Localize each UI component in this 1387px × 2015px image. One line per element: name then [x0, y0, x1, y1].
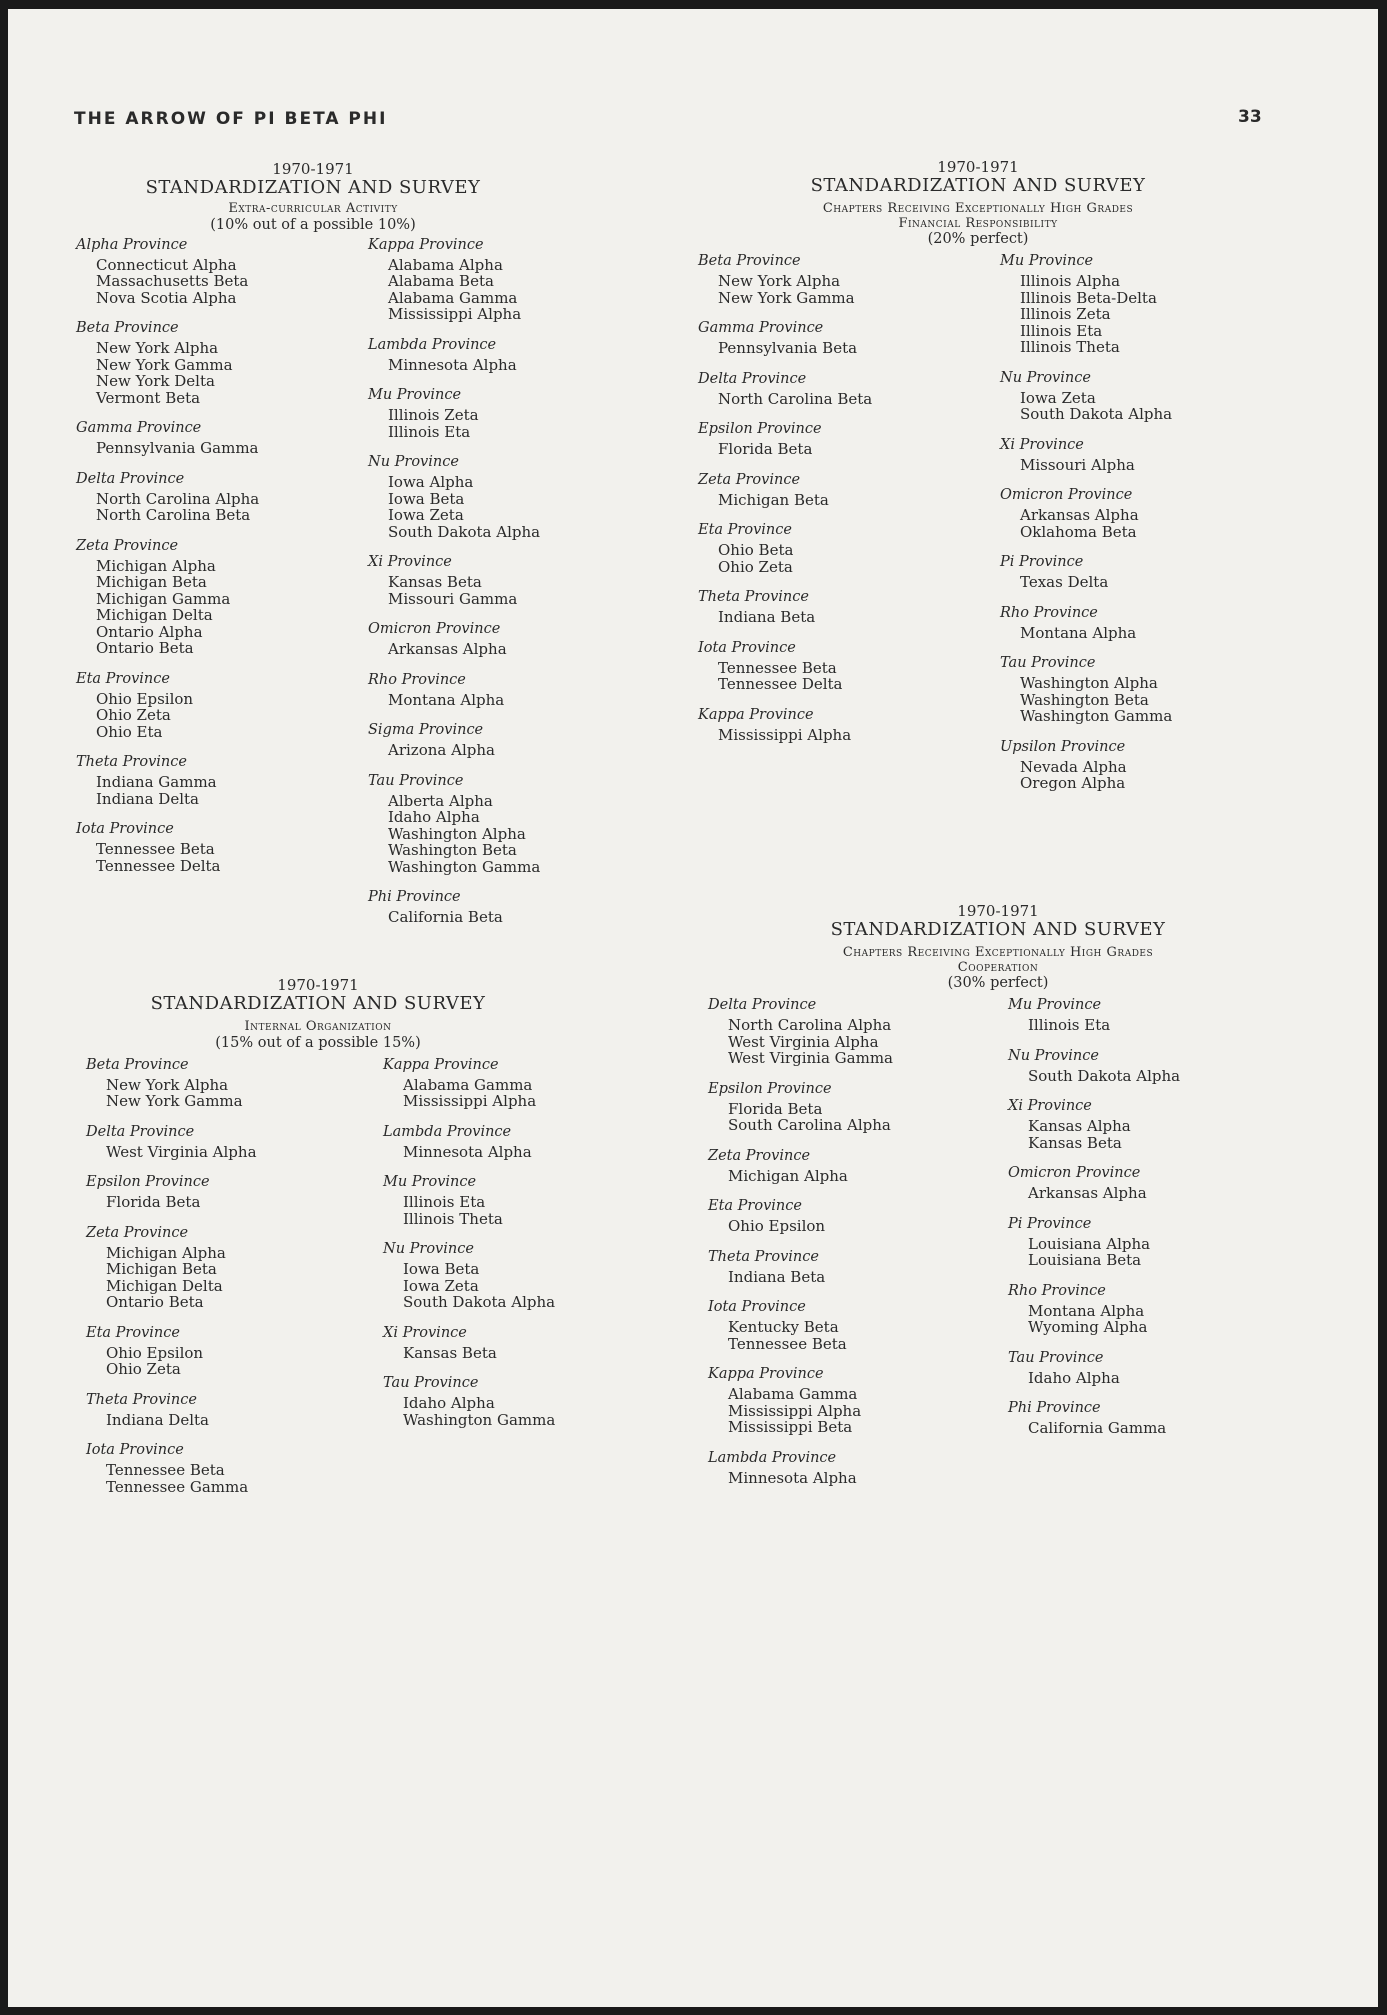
chapter-name: South Dakota Alpha	[388, 522, 541, 541]
section-subtitle-2: Cooperation	[957, 959, 1039, 975]
province-name: Pi Province	[1000, 554, 1084, 571]
province-block	[76, 237, 336, 307]
province-name: Omicron Province	[368, 621, 501, 638]
section-header	[78, 977, 558, 1051]
chapter-name: Wyoming Alpha	[1028, 1318, 1148, 1337]
province-name: Delta Province	[86, 1123, 195, 1140]
chapter-name: North Carolina Beta	[718, 389, 873, 408]
chapter-name: New York Alpha	[718, 272, 841, 291]
chapter-name: South Dakota Alpha	[1028, 1066, 1181, 1085]
province-block	[368, 387, 628, 440]
chapter-name: Tennessee Beta	[106, 1461, 225, 1480]
province-name: Rho Province	[1008, 1282, 1106, 1299]
chapter-name: Minnesota Alpha	[388, 355, 517, 374]
page-number: 33	[1238, 107, 1262, 127]
chapter-name: Mississippi Alpha	[718, 725, 852, 744]
province-block	[708, 997, 968, 1067]
section-year: 1970-1971	[272, 160, 354, 178]
section-note: (20% perfect)	[927, 231, 1029, 248]
chapter-name: Pennsylvania Gamma	[96, 439, 259, 458]
chapter-name: Arkansas Alpha	[1020, 506, 1139, 525]
province-name: Alpha Province	[76, 236, 188, 253]
province-name: Eta Province	[698, 522, 792, 539]
section-subtitle: Chapters Receiving Exceptionally High Grades	[842, 944, 1154, 960]
chapter-name: Tennessee Beta	[718, 658, 837, 677]
section-title: STANDARDIZATION AND SURVEY	[145, 176, 481, 198]
section-note: (30% perfect)	[947, 975, 1049, 992]
chapter-name: Washington Gamma	[388, 857, 541, 876]
province-block	[1008, 1165, 1268, 1202]
chapter-name: New York Alpha	[96, 339, 219, 358]
province-name: Kappa Province	[708, 1366, 824, 1383]
chapter-name: Illinois Theta	[403, 1209, 503, 1228]
province-name: Iota Province	[86, 1442, 184, 1459]
province-name: Tau Province	[1000, 655, 1096, 672]
chapter-name: Illinois Zeta	[1020, 305, 1111, 324]
province-block	[698, 320, 958, 357]
chapter-name: Oklahoma Beta	[1020, 522, 1137, 541]
province-block	[698, 589, 958, 626]
chapter-name: Michigan Delta	[96, 606, 213, 625]
province-name: Nu Province	[1008, 1047, 1099, 1064]
province-name: Zeta Province	[76, 537, 179, 554]
province-block	[368, 554, 628, 607]
chapter-name: Illinois Eta	[1020, 321, 1103, 340]
chapter-name: Montana Alpha	[1020, 623, 1137, 642]
province-name: Theta Province	[708, 1248, 819, 1265]
chapter-name: Ontario Alpha	[96, 622, 203, 641]
section-financial-responsibility	[698, 158, 1258, 793]
province-name: Nu Province	[383, 1241, 474, 1258]
province-column-left	[76, 237, 336, 889]
province-name: Kappa Province	[698, 706, 814, 723]
province-name: Iota Province	[76, 821, 174, 838]
chapter-name: Alabama Gamma	[728, 1385, 858, 1404]
province-name: Mu Province	[1000, 253, 1094, 270]
province-name: Sigma Province	[368, 722, 484, 739]
province-name: Rho Province	[1000, 604, 1098, 621]
province-block	[368, 454, 628, 540]
chapter-name: Nevada Alpha	[1020, 757, 1127, 776]
province-block	[1000, 554, 1260, 591]
chapter-name: Tennessee Gamma	[106, 1477, 249, 1496]
chapter-name: Kansas Beta	[388, 573, 482, 592]
section-title: STANDARDIZATION AND SURVEY	[830, 918, 1166, 940]
chapter-name: Iowa Zeta	[403, 1276, 479, 1295]
chapter-name: Michigan Alpha	[96, 556, 216, 575]
province-block	[383, 1057, 643, 1110]
province-name: Zeta Province	[708, 1147, 811, 1164]
province-block	[1008, 997, 1268, 1034]
chapter-name: Alabama Beta	[388, 272, 494, 291]
province-name: Theta Province	[76, 754, 187, 771]
chapter-name: Indiana Delta	[96, 789, 199, 808]
province-name: Omicron Province	[1000, 487, 1133, 504]
province-name: Xi Province	[1008, 1098, 1092, 1115]
chapter-name: Florida Beta	[106, 1193, 201, 1212]
province-block	[383, 1241, 643, 1311]
province-block	[383, 1174, 643, 1227]
province-name: Zeta Province	[86, 1224, 189, 1241]
chapter-name: Iowa Alpha	[388, 473, 474, 492]
province-block	[698, 472, 958, 509]
province-name: Tau Province	[1008, 1349, 1104, 1366]
chapter-name: Illinois Alpha	[1020, 272, 1121, 291]
chapter-name: Michigan Gamma	[96, 589, 231, 608]
chapter-name: Missouri Gamma	[388, 589, 518, 608]
province-name: Iota Province	[708, 1299, 806, 1316]
province-block	[86, 1225, 346, 1311]
chapter-name: Idaho Alpha	[403, 1394, 495, 1413]
province-name: Eta Province	[86, 1324, 180, 1341]
province-block	[1000, 487, 1260, 540]
province-block	[86, 1442, 346, 1495]
section-year: 1970-1971	[957, 902, 1039, 920]
province-name: Pi Province	[1008, 1215, 1092, 1232]
province-name: Tau Province	[368, 772, 464, 789]
section-subtitle: Internal Organization	[244, 1018, 392, 1034]
section-header	[698, 159, 1258, 247]
province-block	[708, 1366, 968, 1436]
chapter-name: Iowa Beta	[388, 489, 465, 508]
chapter-name: Washington Beta	[388, 841, 517, 860]
province-block	[368, 672, 628, 709]
chapter-name: Mississippi Alpha	[403, 1092, 537, 1111]
section-cooperation	[708, 902, 1268, 1487]
chapter-name: California Beta	[388, 908, 503, 927]
province-block	[708, 1249, 968, 1286]
province-name: Beta Province	[698, 253, 801, 270]
province-block	[698, 707, 958, 744]
province-block	[1008, 1350, 1268, 1387]
chapter-name: Ohio Zeta	[718, 557, 793, 576]
chapter-name: Indiana Beta	[718, 608, 816, 627]
chapter-name: Alberta Alpha	[388, 791, 493, 810]
chapter-name: Ohio Beta	[718, 541, 794, 560]
running-head: THE ARROW OF PI BETA PHI	[74, 109, 388, 129]
chapter-name: Arizona Alpha	[388, 741, 495, 760]
chapter-name: Kansas Alpha	[1028, 1117, 1131, 1136]
chapter-name: Florida Beta	[718, 440, 813, 459]
chapter-name: Washington Alpha	[388, 824, 526, 843]
section-year: 1970-1971	[277, 976, 359, 994]
province-column-left	[708, 997, 968, 1500]
province-name: Mu Province	[1008, 997, 1102, 1014]
province-block	[698, 253, 958, 306]
province-block	[698, 640, 958, 693]
province-block	[708, 1148, 968, 1185]
province-block	[368, 337, 628, 374]
province-block	[698, 371, 958, 408]
province-name: Nu Province	[1000, 369, 1091, 386]
province-block	[383, 1325, 643, 1362]
province-name: Mu Province	[383, 1174, 477, 1191]
province-name: Eta Province	[76, 670, 170, 687]
province-block	[708, 1450, 968, 1487]
chapter-name: Nova Scotia Alpha	[96, 288, 237, 307]
chapter-name: West Virginia Gamma	[728, 1049, 893, 1068]
province-block	[1000, 739, 1260, 792]
chapter-name: New York Gamma	[106, 1092, 243, 1111]
province-block	[1000, 437, 1260, 474]
province-name: Phi Province	[368, 889, 461, 906]
chapter-name: Ohio Zeta	[106, 1360, 181, 1379]
province-block	[383, 1375, 643, 1428]
province-name: Theta Province	[86, 1391, 197, 1408]
province-column-right	[368, 237, 628, 940]
province-block	[76, 320, 336, 406]
chapter-name: Illinois Zeta	[388, 406, 479, 425]
province-name: Xi Province	[383, 1324, 467, 1341]
province-block	[1000, 370, 1260, 423]
chapter-name: Louisiana Alpha	[1028, 1234, 1151, 1253]
chapter-name: Mississippi Beta	[728, 1418, 853, 1437]
province-block	[86, 1392, 346, 1429]
chapter-name: North Carolina Alpha	[96, 489, 260, 508]
province-name: Lambda Province	[708, 1449, 837, 1466]
chapter-name: South Dakota Alpha	[403, 1293, 556, 1312]
province-column-right	[1000, 253, 1260, 806]
chapter-name: Mississippi Alpha	[388, 305, 522, 324]
province-name: Phi Province	[1008, 1400, 1101, 1417]
chapter-name: Arkansas Alpha	[1028, 1184, 1147, 1203]
chapter-name: Idaho Alpha	[388, 808, 480, 827]
section-header	[68, 161, 558, 233]
province-block	[86, 1325, 346, 1378]
chapter-name: Washington Beta	[1020, 690, 1149, 709]
chapter-name: Oregon Alpha	[1020, 774, 1126, 793]
province-column-right	[383, 1057, 643, 1443]
province-block	[76, 821, 336, 874]
province-block	[76, 671, 336, 741]
province-name: Epsilon Province	[86, 1174, 210, 1191]
province-column-right	[1008, 997, 1268, 1451]
chapter-name: Michigan Alpha	[106, 1243, 226, 1262]
province-block	[1008, 1048, 1268, 1085]
province-block	[368, 237, 628, 323]
section-note: (15% out of a possible 15%)	[215, 1034, 421, 1051]
chapter-name: Indiana Delta	[106, 1410, 209, 1429]
chapter-name: Washington Gamma	[403, 1410, 556, 1429]
chapter-name: Ohio Zeta	[96, 706, 171, 725]
chapter-name: Ohio Eta	[96, 722, 163, 741]
chapter-name: Washington Gamma	[1020, 707, 1173, 726]
province-name: Mu Province	[368, 387, 462, 404]
chapter-name: Montana Alpha	[388, 690, 505, 709]
chapter-name: Washington Alpha	[1020, 674, 1158, 693]
province-name: Zeta Province	[698, 471, 801, 488]
chapter-name: South Dakota Alpha	[1020, 405, 1173, 424]
province-block	[698, 421, 958, 458]
chapter-name: Vermont Beta	[96, 388, 201, 407]
province-name: Omicron Province	[1008, 1165, 1141, 1182]
province-block	[1008, 1098, 1268, 1151]
chapter-name: Illinois Eta	[1028, 1016, 1111, 1035]
chapter-name: Alabama Gamma	[388, 288, 518, 307]
chapter-name: Ohio Epsilon	[728, 1217, 826, 1236]
chapter-name: Tennessee Delta	[96, 856, 221, 875]
chapter-name: Tennessee Beta	[728, 1334, 847, 1353]
province-block	[708, 1299, 968, 1352]
section-header	[708, 903, 1288, 991]
chapter-name: North Carolina Beta	[96, 506, 251, 525]
province-block	[383, 1124, 643, 1161]
chapter-name: Illinois Eta	[403, 1193, 486, 1212]
chapter-name: Iowa Beta	[403, 1260, 480, 1279]
province-name: Lambda Province	[383, 1123, 512, 1140]
chapter-name: New York Alpha	[106, 1075, 229, 1094]
province-block	[76, 420, 336, 457]
chapter-name: Indiana Beta	[728, 1267, 826, 1286]
chapter-name: Ohio Epsilon	[96, 689, 194, 708]
province-name: Gamma Province	[76, 420, 202, 437]
province-name: Delta Province	[698, 370, 807, 387]
province-block	[368, 621, 628, 658]
province-name: Theta Province	[698, 589, 809, 606]
chapter-name: Minnesota Alpha	[728, 1468, 857, 1487]
province-block	[368, 722, 628, 759]
chapter-name: Kentucky Beta	[728, 1318, 839, 1337]
province-column-left	[698, 253, 958, 757]
chapter-name: Montana Alpha	[1028, 1301, 1145, 1320]
province-block	[1008, 1216, 1268, 1269]
province-name: Iota Province	[698, 639, 796, 656]
chapter-name: Florida Beta	[728, 1099, 823, 1118]
province-name: Epsilon Province	[698, 421, 822, 438]
chapter-name: Illinois Eta	[388, 422, 471, 441]
province-name: Lambda Province	[368, 336, 497, 353]
chapter-name: Indiana Gamma	[96, 773, 217, 792]
section-extra-curricular	[68, 160, 628, 927]
section-subtitle: Chapters Receiving Exceptionally High Grades	[822, 200, 1134, 216]
section-subtitle: Extra-curricular Activity	[228, 200, 398, 216]
province-block	[698, 522, 958, 575]
province-name: Delta Province	[76, 470, 185, 487]
section-internal-organization	[78, 976, 638, 1496]
chapter-name: Michigan Beta	[718, 490, 829, 509]
chapter-name: Michigan Alpha	[728, 1166, 848, 1185]
province-block	[708, 1198, 968, 1235]
chapter-name: Massachusetts Beta	[96, 272, 249, 291]
province-name: Epsilon Province	[708, 1080, 832, 1097]
chapter-name: Tennessee Delta	[718, 675, 843, 694]
chapter-name: Louisiana Beta	[1028, 1251, 1142, 1270]
chapter-name: Michigan Beta	[106, 1260, 217, 1279]
province-block	[1000, 253, 1260, 356]
section-year: 1970-1971	[937, 158, 1019, 176]
chapter-name: Ohio Epsilon	[106, 1343, 204, 1362]
chapter-name: Arkansas Alpha	[388, 640, 507, 659]
province-name: Beta Province	[86, 1056, 189, 1073]
section-subtitle-2: Financial Responsibility	[898, 215, 1058, 231]
province-block	[1008, 1283, 1268, 1336]
chapter-name: Pennsylvania Beta	[718, 339, 858, 358]
province-block	[1000, 605, 1260, 642]
chapter-name: Alabama Alpha	[388, 255, 503, 274]
chapter-name: Texas Delta	[1020, 573, 1109, 592]
province-name: Kappa Province	[383, 1056, 499, 1073]
province-name: Xi Province	[368, 554, 452, 571]
province-block	[76, 471, 336, 524]
province-name: Delta Province	[708, 997, 817, 1014]
chapter-name: South Carolina Alpha	[728, 1116, 891, 1135]
chapter-name: New York Gamma	[718, 288, 855, 307]
province-block	[1000, 655, 1260, 725]
chapter-name: Kansas Beta	[403, 1343, 497, 1362]
chapter-name: Ontario Beta	[96, 639, 194, 658]
chapter-name: Illinois Theta	[1020, 338, 1120, 357]
province-name: Eta Province	[708, 1198, 802, 1215]
province-block	[76, 538, 336, 657]
province-block	[86, 1057, 346, 1110]
province-block	[368, 773, 628, 876]
chapter-name: West Virginia Alpha	[728, 1032, 879, 1051]
chapter-name: Connecticut Alpha	[96, 255, 237, 274]
section-title: STANDARDIZATION AND SURVEY	[150, 992, 486, 1014]
section-title: STANDARDIZATION AND SURVEY	[810, 174, 1146, 196]
chapter-name: Kansas Beta	[1028, 1133, 1122, 1152]
province-name: Xi Province	[1000, 436, 1084, 453]
province-block	[708, 1081, 968, 1134]
chapter-name: Mississippi Alpha	[728, 1401, 862, 1420]
chapter-name: California Gamma	[1028, 1419, 1167, 1438]
section-note: (10% out of a possible 10%)	[210, 216, 416, 233]
chapter-name: Tennessee Beta	[96, 840, 215, 859]
chapter-name: North Carolina Alpha	[728, 1016, 892, 1035]
chapter-name: New York Delta	[96, 372, 215, 391]
province-block	[86, 1124, 346, 1161]
chapter-name: Illinois Beta-Delta	[1020, 288, 1157, 307]
chapter-name: Minnesota Alpha	[403, 1142, 532, 1161]
chapter-name: Missouri Alpha	[1020, 455, 1135, 474]
province-block	[86, 1174, 346, 1211]
province-block	[1008, 1400, 1268, 1437]
province-name: Nu Province	[368, 454, 459, 471]
chapter-name: Ontario Beta	[106, 1293, 204, 1312]
province-block	[368, 889, 628, 926]
chapter-name: West Virginia Alpha	[106, 1142, 257, 1161]
province-block	[76, 754, 336, 807]
chapter-name: Iowa Zeta	[1020, 388, 1096, 407]
province-name: Beta Province	[76, 320, 179, 337]
chapter-name: New York Gamma	[96, 355, 233, 374]
province-name: Kappa Province	[368, 236, 484, 253]
province-name: Rho Province	[368, 671, 466, 688]
chapter-name: Michigan Beta	[96, 573, 207, 592]
province-name: Upsilon Province	[1000, 738, 1126, 755]
chapter-name: Michigan Delta	[106, 1276, 223, 1295]
province-name: Gamma Province	[698, 320, 824, 337]
chapter-name: Idaho Alpha	[1028, 1368, 1120, 1387]
province-column-left	[86, 1057, 346, 1510]
chapter-name: Alabama Gamma	[403, 1075, 533, 1094]
chapter-name: Iowa Zeta	[388, 506, 464, 525]
province-name: Tau Province	[383, 1375, 479, 1392]
document-page	[8, 9, 1378, 2007]
